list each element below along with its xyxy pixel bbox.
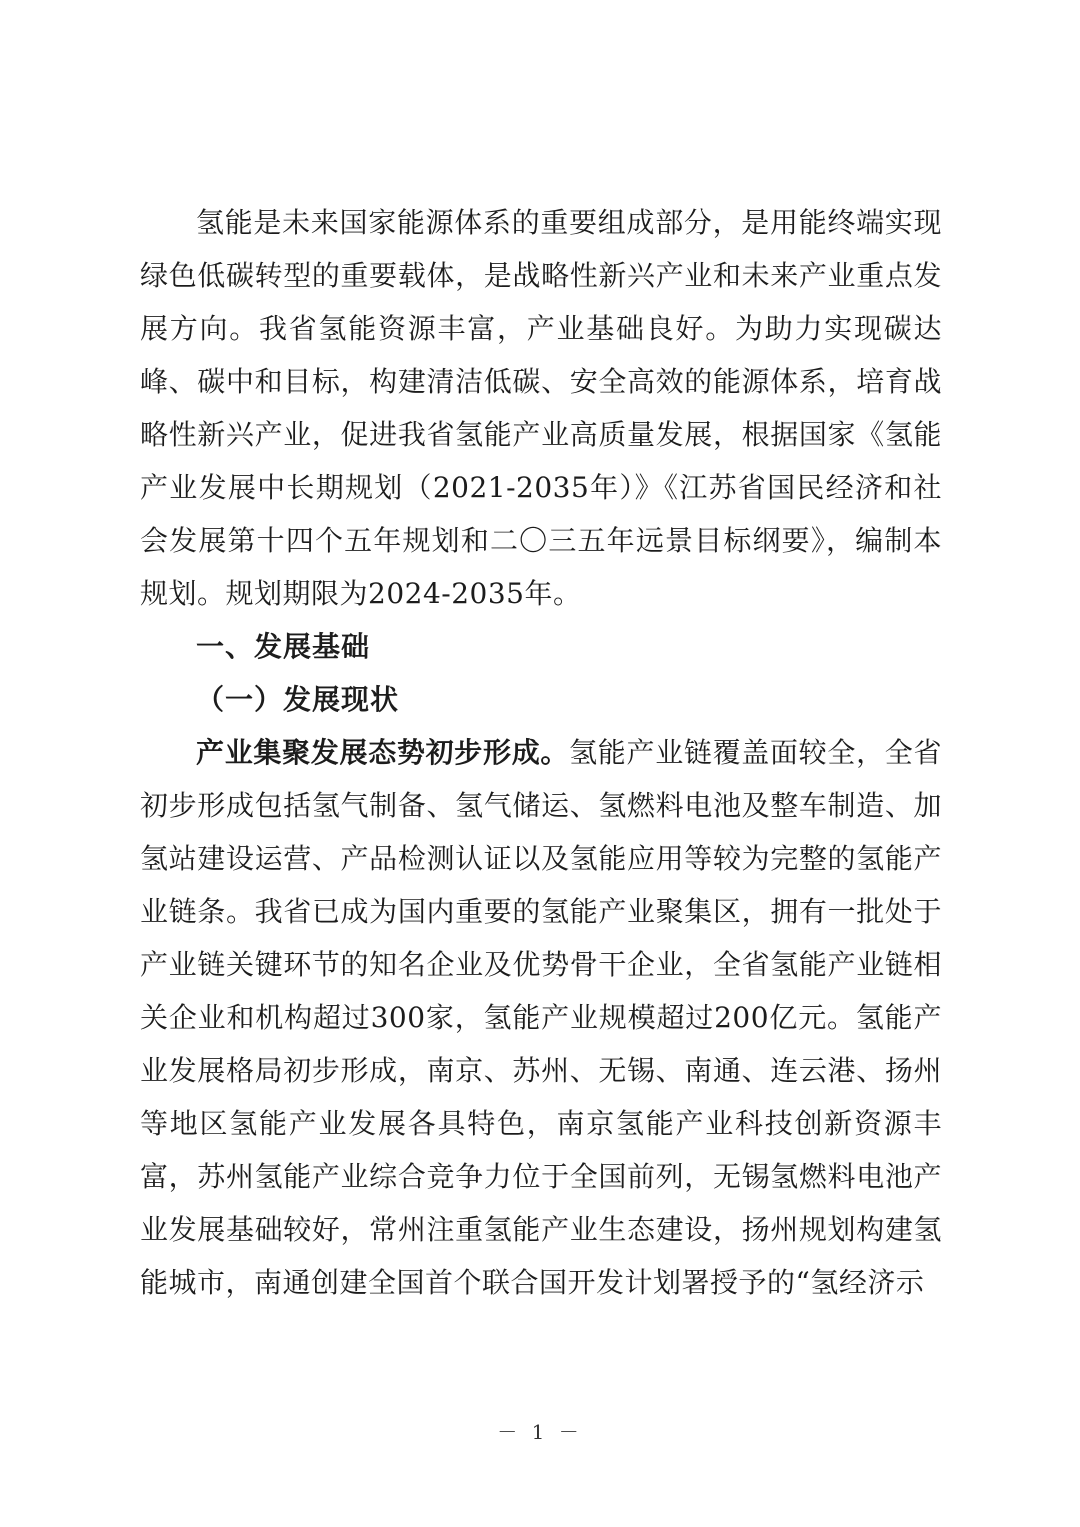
paragraph-body-text: 氢能产业链覆盖面较全，全省初步形成包括氢气制备、氢气储运、氢燃料电池及整车制造、加氢站建设运营、产品检测认证以及氢能应用等较为完整的氢能产业链条。我省已成为国内重要的氢能产业聚集区，拥有一批处于产业链关键环节的知名企业及优势骨干企业，全省氢能产业链相关企业和机构超过300家，氢能产业规模超过200亿元。氢能产业发展格局初步形成，南京、苏州、无锡、南通、连云港、扬州等地区氢能产业发展各具特色，南京氢能产业科技创新资源丰富，苏州氢能产业综合竞争力位于全国前列，无锡氢燃料电池产业发展基础较好，常州注重氢能产业生态建设，扬州规划构建氢能城市，南通创建全国首个联合国开发计划署授予的“氢经济示 [140, 736, 942, 1299]
document-page [140, 196, 942, 1309]
industry-cluster-paragraph [140, 726, 942, 1309]
paragraph-lead-phrase: 产业集聚发展态势初步形成。 [196, 736, 570, 769]
intro-paragraph: 氢能是未来国家能源体系的重要组成部分，是用能终端实现绿色低碳转型的重要载体，是战略性新兴产业和未来产业重点发展方向。我省氢能资源丰富，产业基础良好。为助力实现碳达峰、碳中和目标，构建清洁低碳、安全高效的能源体系，培育战略性新兴产业，促进我省氢能产业高质量发展，根据国家《氢能产业发展中长期规划（2021-2035年）》《江苏省国民经济和社会发展第十四个五年规划和二〇三五年远景目标纲要》，编制本规划。规划期限为2024-2035年。 [140, 206, 942, 610]
subsection-heading-current-status: （一）发展现状 [196, 683, 400, 716]
page-number: － 1 － [497, 1420, 583, 1444]
section-heading-development-basis: 一、发展基础 [196, 630, 371, 663]
